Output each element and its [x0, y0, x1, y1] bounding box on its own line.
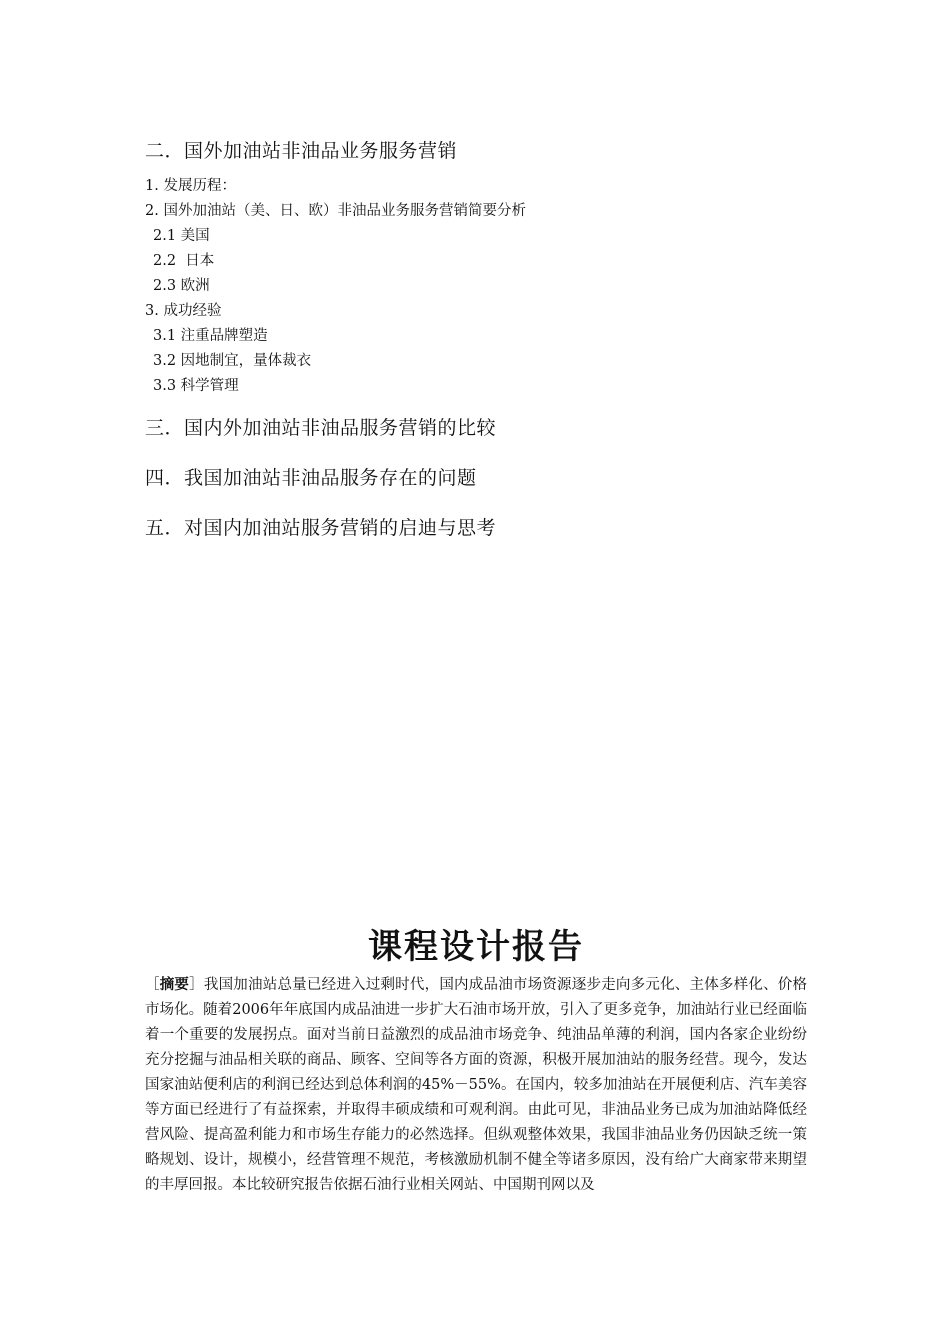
abstract-paragraph	[145, 972, 807, 1198]
section-heading-2: 二．国外加油站非油品业务服务营销	[145, 140, 458, 162]
section-heading-4: 四．我国加油站非油品服务存在的问题	[145, 467, 477, 489]
outline-item: 3.3 科学管理	[153, 378, 239, 394]
outline-item: 3.2 因地制宜，量体裁衣	[153, 353, 312, 369]
outline-item: 2.1 美国	[153, 228, 210, 244]
outline-item: 3.1 注重品牌塑造	[153, 328, 268, 344]
section-heading-3: 三．国内外加油站非油品服务营销的比较	[145, 417, 497, 439]
outline-item: 3. 成功经验	[145, 303, 222, 319]
abstract-bracket-close: ］	[189, 977, 204, 993]
outline-list	[145, 174, 845, 399]
outline-item: 2.2 日本	[153, 253, 215, 269]
report-title: 课程设计报告	[368, 927, 584, 967]
outline-section	[145, 138, 845, 565]
abstract-bracket-open: ［	[145, 977, 160, 993]
report-section	[145, 924, 807, 1198]
abstract-text: 我国加油站总量已经进入过剩时代，国内成品油市场资源逐步走向多元化、主体多样化、价格市场化。随着2006年年底国内成品油进一步扩大石油市场开放，引入了更多竞争，加油站行业已经面临着一个重要的发展拐点。面对当前日益激烈的成品油市场竞争、纯油品单薄的利润，国内各家企业纷纷充分挖掘与油品相关联的商品、顾客、空间等各方面的资源，积极开展加油站的服务经营。现今，发达国家油站便利店的利润已经达到总体利润的45%－55%。在国内，较多加油站在开展便利店、汽车美容等方面已经进行了有益探索，并取得丰硕成绩和可观利润。由此可见，非油品业务已成为加油站降低经营风险、提高盈利能力和市场生存能力的必然选择。但纵观整体效果，我国非油品业务仍因缺乏统一策略规划、设计，规模小，经营管理不规范，考核激励机制不健全等诸多原因，没有给广大商家带来期望的丰厚回报。本比较研究报告依据石油行业相关网站、中国期刊网以及	[145, 977, 808, 1193]
abstract-label: 摘要	[159, 976, 190, 993]
outline-item: 2. 国外加油站（美、日、欧）非油品业务服务营销简要分析	[145, 203, 526, 219]
outline-item: 2.3 欧洲	[153, 278, 210, 294]
outline-item: 1. 发展历程：	[145, 178, 236, 194]
section-heading-5: 五．对国内加油站服务营销的启迪与思考	[145, 517, 497, 539]
